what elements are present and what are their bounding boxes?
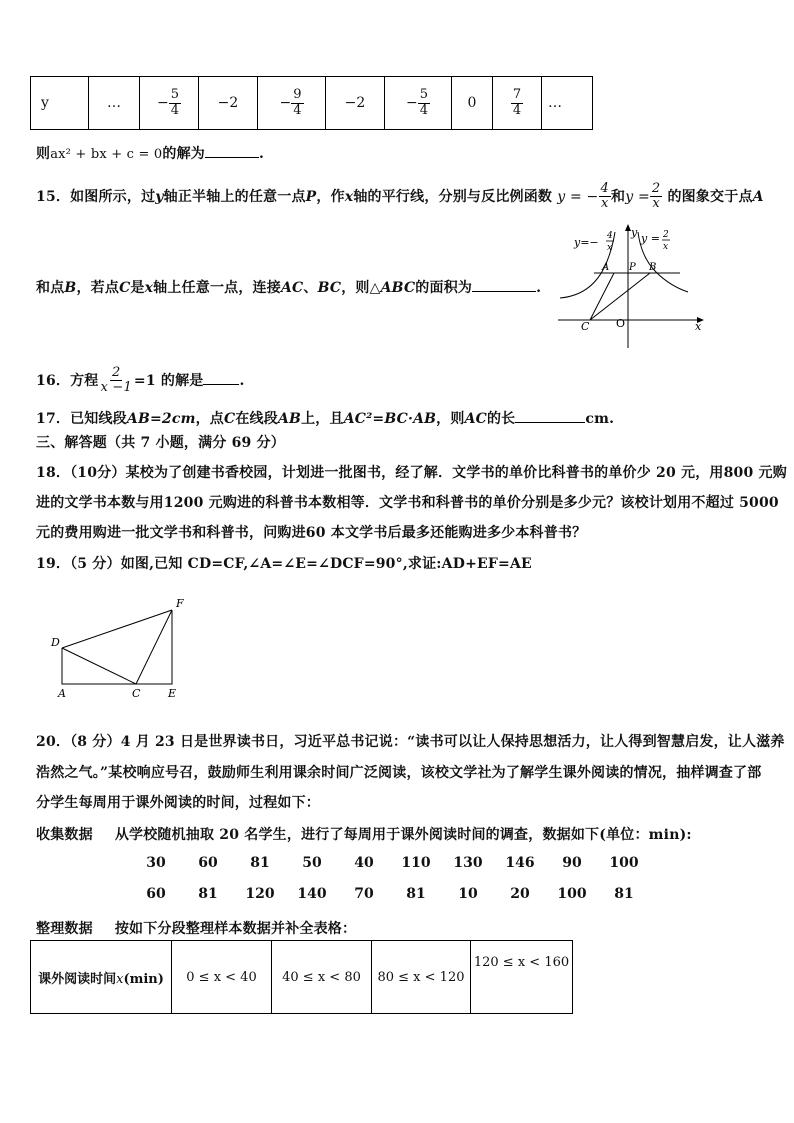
q20-line-3: 分学生每周用于课外阅读的时间，过程如下： bbox=[36, 795, 320, 811]
collect-data-line: 收集数据 从学校随机抽取 20 名学生，进行了每周用于课外阅读时间的调查，数据如下(单位：min): bbox=[36, 827, 692, 843]
section-3-heading: 三、解答题（共 7 小题，满分 69 分） bbox=[36, 435, 285, 451]
value-table bbox=[30, 76, 593, 130]
data-value: 120 bbox=[245, 886, 275, 902]
label-f1: y=− bbox=[574, 236, 599, 249]
data-value: 20 bbox=[510, 886, 530, 902]
label-c: C bbox=[581, 320, 590, 333]
freq-bin-cell: 0 ≤ x < 40 bbox=[172, 941, 272, 1014]
data-value: 90 bbox=[562, 855, 582, 871]
segment-dc bbox=[62, 648, 136, 684]
label-f1-den: x bbox=[607, 243, 613, 253]
value-cell: −2 bbox=[326, 77, 385, 130]
q18-line-1: 18．（10分）某校为了创建书香校园，计划进一批图书，经了解．文学书的单价比科普书的单价少 20 元，用800 元购 bbox=[36, 465, 787, 481]
data-value: 10 bbox=[458, 886, 478, 902]
frequency-table bbox=[30, 940, 573, 1014]
freq-bin-cell: 40 ≤ x < 80 bbox=[272, 941, 372, 1014]
data-value: 30 bbox=[146, 855, 166, 871]
q17-line: 17．已知线段AB=2cm，点C在线段AB上，且AC²=BC·AB，则AC的长 cm. bbox=[36, 411, 615, 427]
label-f1-num: 4 bbox=[607, 231, 613, 241]
q19-line: 19．（5 分）如图,已知 CD=CF,∠A=∠E=∠DCF=90°,求证:AD+EF=AE bbox=[36, 556, 532, 572]
data-value: 100 bbox=[557, 886, 587, 902]
data-value: 146 bbox=[505, 855, 535, 871]
organize-data-line: 整理数据 按如下分段整理样本数据并补全表格： bbox=[36, 921, 357, 937]
value-cell: − $\frac{5}{4}$ bbox=[140, 77, 199, 130]
row-label-y: y bbox=[31, 77, 89, 130]
value-cell: … bbox=[89, 77, 140, 130]
data-value: 60 bbox=[146, 886, 166, 902]
label-a: A bbox=[602, 262, 610, 273]
value-cell: $\frac{7}{4}$ bbox=[493, 77, 542, 130]
q18-line-2: 进的文学书本数与用1200 元购进的科普书本数相等．文学书和科普书的单价分别是多少元？该校计划用不超过 5000 bbox=[36, 495, 779, 511]
value-cell: 0 bbox=[452, 77, 493, 130]
q15-line-1: 15．如图所示，过y轴正半轴上的任意一点P，作x轴的平行线，分别与反比例函数 y = − $\frac{4}{x}$ 和y = $\frac{2}{x}$ 的图象交于点A bbox=[36, 181, 764, 212]
data-value: 81 bbox=[614, 886, 634, 902]
data-value: 40 bbox=[354, 855, 374, 871]
label-origin: O bbox=[616, 317, 626, 330]
value-cell: − $\frac{5}{4}$ bbox=[385, 77, 452, 130]
q20-line-2: 浩然之气。”某校响应号召，鼓励师生利用课余时间广泛阅读，该校文学社为了解学生课外阅读的情况，抽样调查了部 bbox=[36, 765, 762, 781]
data-value: 81 bbox=[198, 886, 218, 902]
freq-bin-cell: 80 ≤ x < 120 bbox=[372, 941, 471, 1014]
label-d: D bbox=[51, 636, 60, 649]
data-value: 50 bbox=[302, 855, 322, 871]
label-f2-den: x bbox=[663, 242, 669, 252]
value-cell: − $\frac{9}{4}$ bbox=[258, 77, 326, 130]
data-value: 81 bbox=[406, 886, 426, 902]
data-value: 110 bbox=[401, 855, 431, 871]
q14-answer-line: 则ax² + bx + c = 0的解为 . bbox=[36, 146, 265, 162]
q20-line-1: 20．（8 分）4 月 23 日是世界读书日，习近平总书记说：“读书可以让人保持思想活力，让人得到智慧启发，让人滋养 bbox=[36, 734, 785, 750]
q15-hyperbola-figure bbox=[552, 222, 712, 350]
q19-geometry-figure bbox=[46, 596, 196, 700]
label-a: A bbox=[58, 687, 66, 700]
value-cell: −2 bbox=[199, 77, 258, 130]
label-y-axis: y bbox=[631, 226, 638, 239]
label-f2-num: 2 bbox=[663, 230, 669, 240]
data-value: 100 bbox=[609, 855, 639, 871]
label-p: P bbox=[629, 262, 636, 273]
value-cell: … bbox=[542, 77, 593, 130]
freq-header-cell: 课外阅读时间x(min) bbox=[31, 941, 172, 1014]
data-value: 70 bbox=[354, 886, 374, 902]
label-e: E bbox=[168, 687, 177, 700]
segment-df bbox=[62, 610, 172, 648]
label-b: B bbox=[649, 262, 657, 273]
segment-cf bbox=[136, 610, 172, 684]
data-value: 130 bbox=[453, 855, 483, 871]
segment-ac bbox=[590, 273, 614, 320]
label-c: C bbox=[132, 687, 141, 700]
label-f2: y = bbox=[641, 232, 660, 245]
q15-line-2: 和点B，若点C是x轴上任意一点，连接AC、BC，则△ABC的面积为 . bbox=[36, 280, 542, 296]
freq-bin-cell: 120 ≤ x < 160 bbox=[471, 941, 573, 1014]
data-value: 140 bbox=[297, 886, 327, 902]
q18-line-3: 元的费用购进一批文学书和科普书，问购进60 本文学书后最多还能购进多少本科普书？ bbox=[36, 525, 587, 541]
segment-bc bbox=[590, 273, 650, 320]
data-value: 81 bbox=[250, 855, 270, 871]
label-f: F bbox=[176, 597, 184, 610]
data-row-1 bbox=[130, 855, 650, 871]
data-row-2 bbox=[130, 886, 650, 902]
q16-line: 16．方程 $\frac{2}{x -1}$ =1 的解是 . bbox=[36, 365, 245, 396]
label-x-axis: x bbox=[695, 320, 702, 333]
outline-aedf bbox=[62, 610, 172, 684]
data-value: 60 bbox=[198, 855, 218, 871]
